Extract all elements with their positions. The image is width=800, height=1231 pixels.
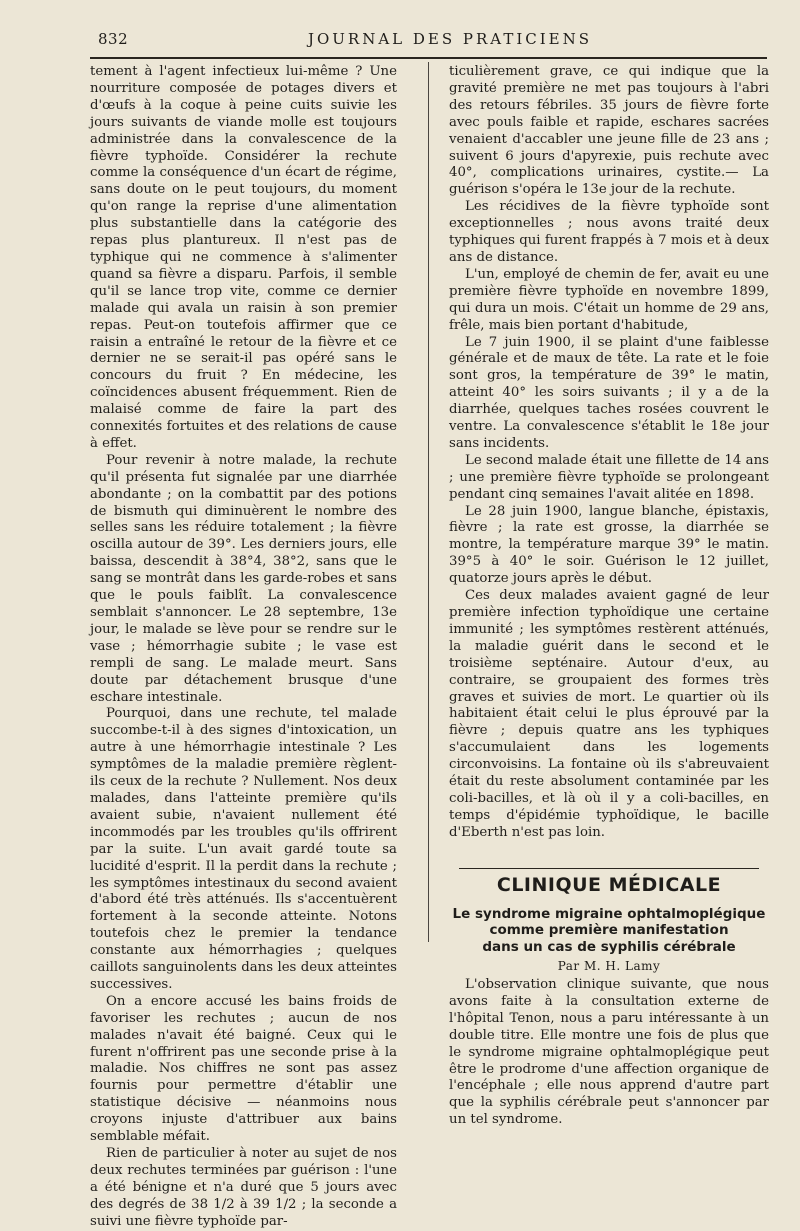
- paragraph: L'un, employé de chemin de fer, avait eu une première fièvre typhoïde en novembre 1899, qui dura un mois. C'était un homme de 29 ans, frêle, mais bien portant d'habitude,: [449, 266, 769, 333]
- article-title-line: Le syndrome migraine ophtalmoplégique: [452, 905, 766, 922]
- paragraph: Ces deux malades avaient gagné de leur première infection typhoïdique une certaine immunité ; les symptômes restèrent atténués, la maladie guérit dans le second et le troisième septénaire. Autour d'eux, au contraire, se groupaient des formes très graves et suivies de mort. Le quartier où ils habitaient était celui le plus éprouvé par la fièvre ; depuis quatre ans les typhiques s'accumulaient dans les logements circonvoisins. La fontaine où ils s'abreuvaient était du reste absolument contaminée par les coli-bacilles, et là où il y a coli-bacilles, en temps d'épidémie typhoïdique, le bacille d'Eberth n'est pas loin.: [449, 588, 769, 840]
- page-header: [90, 30, 770, 52]
- page-number: 832: [98, 30, 129, 48]
- article-title: [449, 906, 769, 956]
- paragraph: Le second malade était une fillette de 14 ans ; une première fièvre typhoïde se prolongeant pendant cinq semaines l'avait alitée en 1898.: [449, 452, 769, 502]
- paragraph: Rien de particulier à noter au sujet de nos deux rechutes terminées par guérison : l'une a été bénigne et n'a duré que 5 jours avec des degrés de 38 1/2 à 39 1/2 ; la seconde a suivi une fièvre typhoïde par-: [90, 1146, 397, 1229]
- paragraph: Les récidives de la fièvre typhoïde sont exceptionnelles ; nous avons traité deux typhiques qui furent frappés à 7 mois et à deux ans de distance.: [449, 199, 769, 265]
- paragraph: tement à l'agent infectieux lui-même ? Une nourriture composée de potages divers et d'œufs à la coque à peine cuits suivie les jours suivants de viande molle est toujours administrée dans la convalescence de la fièvre typhoïde. Considérer la rechute comme la conséquence d'un écart de régime, sans doute on le peut toujours, du moment qu'on range la reprise d'une alimentation plus substantielle dans la catégorie des repas plus plantureux. Il n'est pas de typhique qui ne commence à s'alimenter quand sa fièvre a disparu. Parfois, il semble qu'il se lance trop vite, comme ce dernier malade qui avala un raisin à son premier repas. Peut-on toutefois affirmer que ce raisin a entraîné le retour de la fièvre et ce dernier ne se serait-il pas opéré sans le concours du fruit ? En médecine, les coïncidences abusent fréquemment. Rien de malaisé comme de faire la part des connexités fortuites et des relations de cause à effet.: [90, 64, 397, 451]
- paragraph: Pourquoi, dans une rechute, tel malade succombe-t-il à des signes d'intoxication, un autre à une hémorrhagie intestinale ? Les symptômes de la maladie première règlent-ils ceux de la rechute ? Nullement. Nos deux malades, dans l'atteinte première qu'ils avaient subie, n'avaient nullement été incommodés par les troubles qu'ils offrirent par la suite. L'un avait gardé toute sa lucidité d'esprit. Il la perdit dans la rechute ; les symptômes intestinaux du second avaient d'abord été très atténués. Ils s'accentuèrent fortement à la seconde atteinte. Notons toutefois chez le premier la tendance constante aux hémorrhagies ; quelques caillots sanguinolents dans les deux atteintes successives.: [90, 706, 397, 992]
- journal-title: JOURNAL DES PRATICIENS: [307, 30, 593, 48]
- paragraph: ticulièrement grave, ce qui indique que la gravité première ne met pas toujours à l'abri des retours fébriles. 35 jours de fièvre forte avec pouls faible et rapide, eschares sacrées venaient d'accabler une jeune fille de 23 ans ; suivent 6 jours d'apyrexie, puis rechute avec 40°, complications urinaires, cystite.— La guérison s'opéra le 13e jour de la rechute.: [449, 64, 769, 198]
- article-body: L'observation clinique suivante, que nous avons faite à la consultation externe de l'hôpital Tenon, nous a paru intéressante à un double titre. Elle montre une fois de plus que le syndrome migraine ophtalmoplégique peut être le prodrome d'une affection organique de l'encéphale ; elle nous apprend d'autre part que la syphilis cérébrale peut s'annoncer par un tel syndrome.: [449, 977, 769, 1128]
- column-divider: [428, 62, 429, 942]
- section-rule: [459, 868, 759, 869]
- paragraph: On a encore accusé les bains froids de favoriser les rechutes ; aucun de nos malades n'avait été baigné. Ceux qui le furent n'offrirent pas une seconde prise à la maladie. Nos chiffres ne sont pas assez fournis pour permettre d'établir une statistique décisive — néanmoins nous croyons injuste d'attribuer aux bains semblable méfait.: [90, 993, 397, 1145]
- paragraph: Le 28 juin 1900, langue blanche, épistaxis, fièvre ; la rate est grosse, la diarrhée se montre, la température marque 39° le matin. 39°5 à 40° le soir. Guérison le 12 juillet, quatorze jours après le début.: [449, 503, 769, 587]
- right-column: [449, 64, 769, 1129]
- section-title: CLINIQUE MÉDICALE: [496, 873, 722, 896]
- article-title-line: comme première manifestation: [489, 922, 729, 939]
- article-title-line: dans un cas de syphilis cérébrale: [482, 938, 736, 955]
- header-rule: [90, 57, 767, 59]
- paragraph: Le 7 juin 1900, il se plaint d'une faiblesse générale et de maux de tête. La rate et le foie sont gros, la température de 39° le matin, atteint 40° les soirs suivants ; il y a de la diarrhée, quelques taches rosées couvrent le ventre. La convalescence s'établit le 18e jour sans incidents.: [449, 334, 769, 451]
- left-column: [90, 64, 397, 1231]
- paragraph: Pour revenir à notre malade, la rechute qu'il présenta fut signalée par une diarrhée abondante ; on la combattit par des potions de bismuth qui diminuèrent le nombre des selles sans les réduire totalement ; la fièvre oscilla autour de 39°. Les derniers jours, elle baissa, descendit à 38°4, 38°2, sans que le sang se montrât dans les garde-robes et sans que le pouls faiblît. La convalescence semblait s'annoncer. Le 28 septembre, 13e jour, le malade se lève pour se rendre sur le vase ; hémorrhagie subite ; le vase est rempli de sang. Le malade meurt. Sans doute par détachement brusque d'une eschare intestinale.: [90, 452, 397, 705]
- article-author: Par M. H. Lamy: [557, 959, 661, 974]
